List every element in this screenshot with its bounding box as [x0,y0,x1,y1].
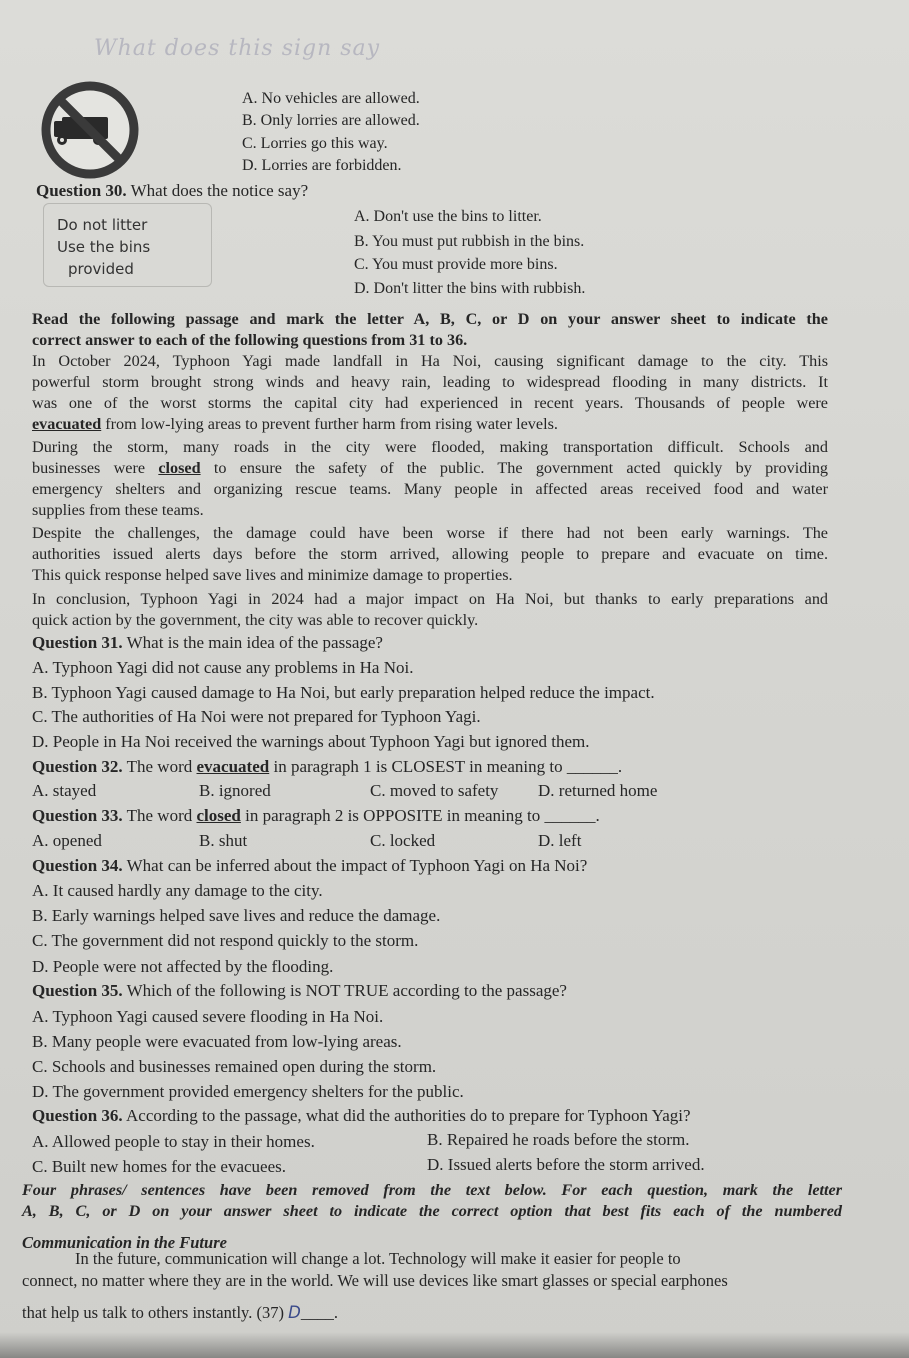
q36-option-c: C. Built new homes for the evacuees. [32,1157,286,1176]
passage-line: This quick response helped save lives and minimize damage to properties. [32,566,513,584]
q31-option-b: B. Typhoon Yagi caused damage to Ha Noi, but early preparation helped reduce the impact. [32,683,655,702]
passage-line [32,458,828,479]
cloze-line [22,1303,338,1323]
passage-line: quick action by the government, the city was able to recover quickly. [32,611,479,629]
question-text: in paragraph 1 is CLOSEST in meaning to [269,757,567,776]
q36-option-d: D. Issued alerts before the storm arrived. [427,1155,705,1174]
question-30 [36,181,308,201]
question-31 [32,633,383,653]
passage-line: emergency shelters and organizing rescue teams. Many people in affected areas received food and water [32,480,828,498]
q34-option-d: D. People were not affected by the flooding. [32,957,334,976]
instruction-line: Four phrases/ sentences have been removed from the text below. For each question, mark the letter [22,1181,842,1199]
passage-line: In October 2024, Typhoon Yagi made landfall in Ha Noi, causing significant damage to the city. This [32,352,828,370]
passage-line: In conclusion, Typhoon Yagi in 2024 had a major impact on Ha Noi, but thanks to early preparations and [32,590,828,608]
q34-option-c: C. The government did not respond quickly to the storm. [32,931,419,950]
passage-line: During the storm, many roads in the city were flooded, making transportation difficult. Schools and [32,438,828,456]
q32-option-d: D. returned home [538,781,658,800]
question-number: Question 33. [32,806,123,825]
question-text: According to the passage, what did the authorities do to prepare for Typhoon Yagi? [122,1106,691,1125]
q29-option-d: D. Lorries are forbidden. [242,157,402,174]
question-32 [32,757,622,777]
question-number: Question 31. [32,633,123,652]
q32-option-c: C. moved to safety [370,781,499,800]
q31-option-a: A. Typhoon Yagi did not cause any problems in Ha Noi. [32,658,414,677]
passage-paragraph-1 [32,351,828,435]
question-text: What can be inferred about the impact of Typhoon Yagi on Ha Noi? [122,856,588,875]
question-text: The word [122,757,197,776]
question-34 [32,856,587,876]
answer-blank: ____. [300,1303,338,1322]
q36-option-a: A. Allowed people to stay in their homes. [32,1132,315,1151]
question-text: What is the main idea of the passage? [122,633,383,652]
notice-line: provided [68,260,134,278]
target-word: closed [196,806,241,825]
question-text: The word [122,806,197,825]
q31-option-c: C. The authorities of Ha Noi were not prepared for Typhoon Yagi. [32,707,481,726]
passage-line: powerful storm brought strong winds and heavy rain, leading to widespread flooding in many districts. It [32,373,828,391]
q33-option-b: B. shut [199,831,248,850]
q29-option-b: B. Only lorries are allowed. [242,112,420,129]
cloze-title: Communication in the Future [22,1233,227,1252]
q34-option-a: A. It caused hardly any damage to the city. [32,881,323,900]
notice-line: Do not litter [57,216,148,234]
q35-option-a: A. Typhoon Yagi caused severe flooding in Ha Noi. [32,1007,384,1026]
instruction-line: correct answer to each of the following questions from 31 to 36. [32,331,468,349]
q31-option-d: D. People in Ha Noi received the warnings about Typhoon Yagi but ignored them. [32,732,590,751]
cloze-line: In the future, communication will change a lot. Technology will make it easier for people to [75,1249,681,1268]
q29-option-a: A. No vehicles are allowed. [242,90,420,107]
q30-option-a: A. Don't use the bins to litter. [354,208,542,225]
answer-blank: ______. [566,757,623,776]
passage-line: was one of the worst storms the capital city had experienced in recent years. Thousands of people were [32,394,828,412]
q34-option-b: B. Early warnings helped save lives and reduce the damage. [32,906,441,925]
passage-text: to ensure the safety of the public. The government acted quickly by providing [200,459,829,477]
q36-option-b: B. Repaired he roads before the storm. [427,1130,690,1149]
q35-option-b: B. Many people were evacuated from low-lying areas. [32,1032,402,1051]
passage-paragraph-2 [32,437,828,521]
answer-blank: ______. [544,806,600,825]
question-text: What does the notice say? [126,181,309,200]
passage-paragraph-3 [32,523,828,586]
question-33 [32,806,600,826]
passage-line [32,414,828,435]
question-35 [32,981,567,1001]
question-number: Question 34. [32,856,123,875]
handwritten-answer: D [288,1303,301,1322]
reading-instruction [32,309,828,351]
q30-option-d: D. Don't litter the bins with rubbish. [354,280,586,297]
question-number: Question 32. [32,757,123,776]
q30-option-b: B. You must put rubbish in the bins. [354,233,585,250]
question-number: Question 30. [36,181,127,200]
passage-text: from low-lying areas to prevent further harm from rising water levels. [101,415,558,433]
passage-paragraph-4 [32,589,828,631]
notice-line: Use the bins [57,238,151,256]
q30-option-c: C. You must provide more bins. [354,256,558,273]
question-number: Question 36. [32,1106,123,1125]
q32-option-b: B. ignored [199,781,271,800]
q29-option-c: C. Lorries go this way. [242,135,388,152]
q33-option-d: D. left [538,831,582,850]
question-text: in paragraph 2 is OPPOSITE in meaning to [240,806,545,825]
question-number: Question 35. [32,981,123,1000]
cloze-text: that help us talk to others instantly. (37) [22,1303,289,1322]
no-lorries-sign-icon [40,80,140,180]
target-word: evacuated [196,757,270,776]
passage-text: businesses were [32,459,159,477]
q33-option-c: C. locked [370,831,436,850]
notice-box [43,203,212,287]
q32-option-a: A. stayed [32,781,97,800]
q35-option-c: C. Schools and businesses remained open during the storm. [32,1057,437,1076]
passage-line: Despite the challenges, the damage could have been worse if there had not been early warnings. The [32,524,828,542]
highlighted-word-evacuated: evacuated [32,415,102,433]
q33-option-a: A. opened [32,831,102,850]
instruction-line: A, B, C, or D on your answer sheet to indicate the correct option that best fits each of the numbered [22,1202,842,1220]
instruction-line: Read the following passage and mark the letter A, B, C, or D on your answer sheet to indicate the [32,310,828,328]
cloze-line: connect, no matter where they are in the world. We will use devices like smart glasses or special earphones [22,1271,728,1290]
question-text: Which of the following is NOT TRUE according to the passage? [122,981,567,1000]
handwritten-note: What does this sign say [94,36,381,61]
page-shadow [0,1332,909,1358]
passage-line: authorities issued alerts days before the storm arrived, allowing people to prepare and evacuate on time. [32,545,828,563]
highlighted-word-closed: closed [158,459,201,477]
q35-option-d: D. The government provided emergency shelters for the public. [32,1082,464,1101]
question-36 [32,1106,691,1126]
passage-line: supplies from these teams. [32,501,204,519]
cloze-instruction [22,1180,842,1222]
